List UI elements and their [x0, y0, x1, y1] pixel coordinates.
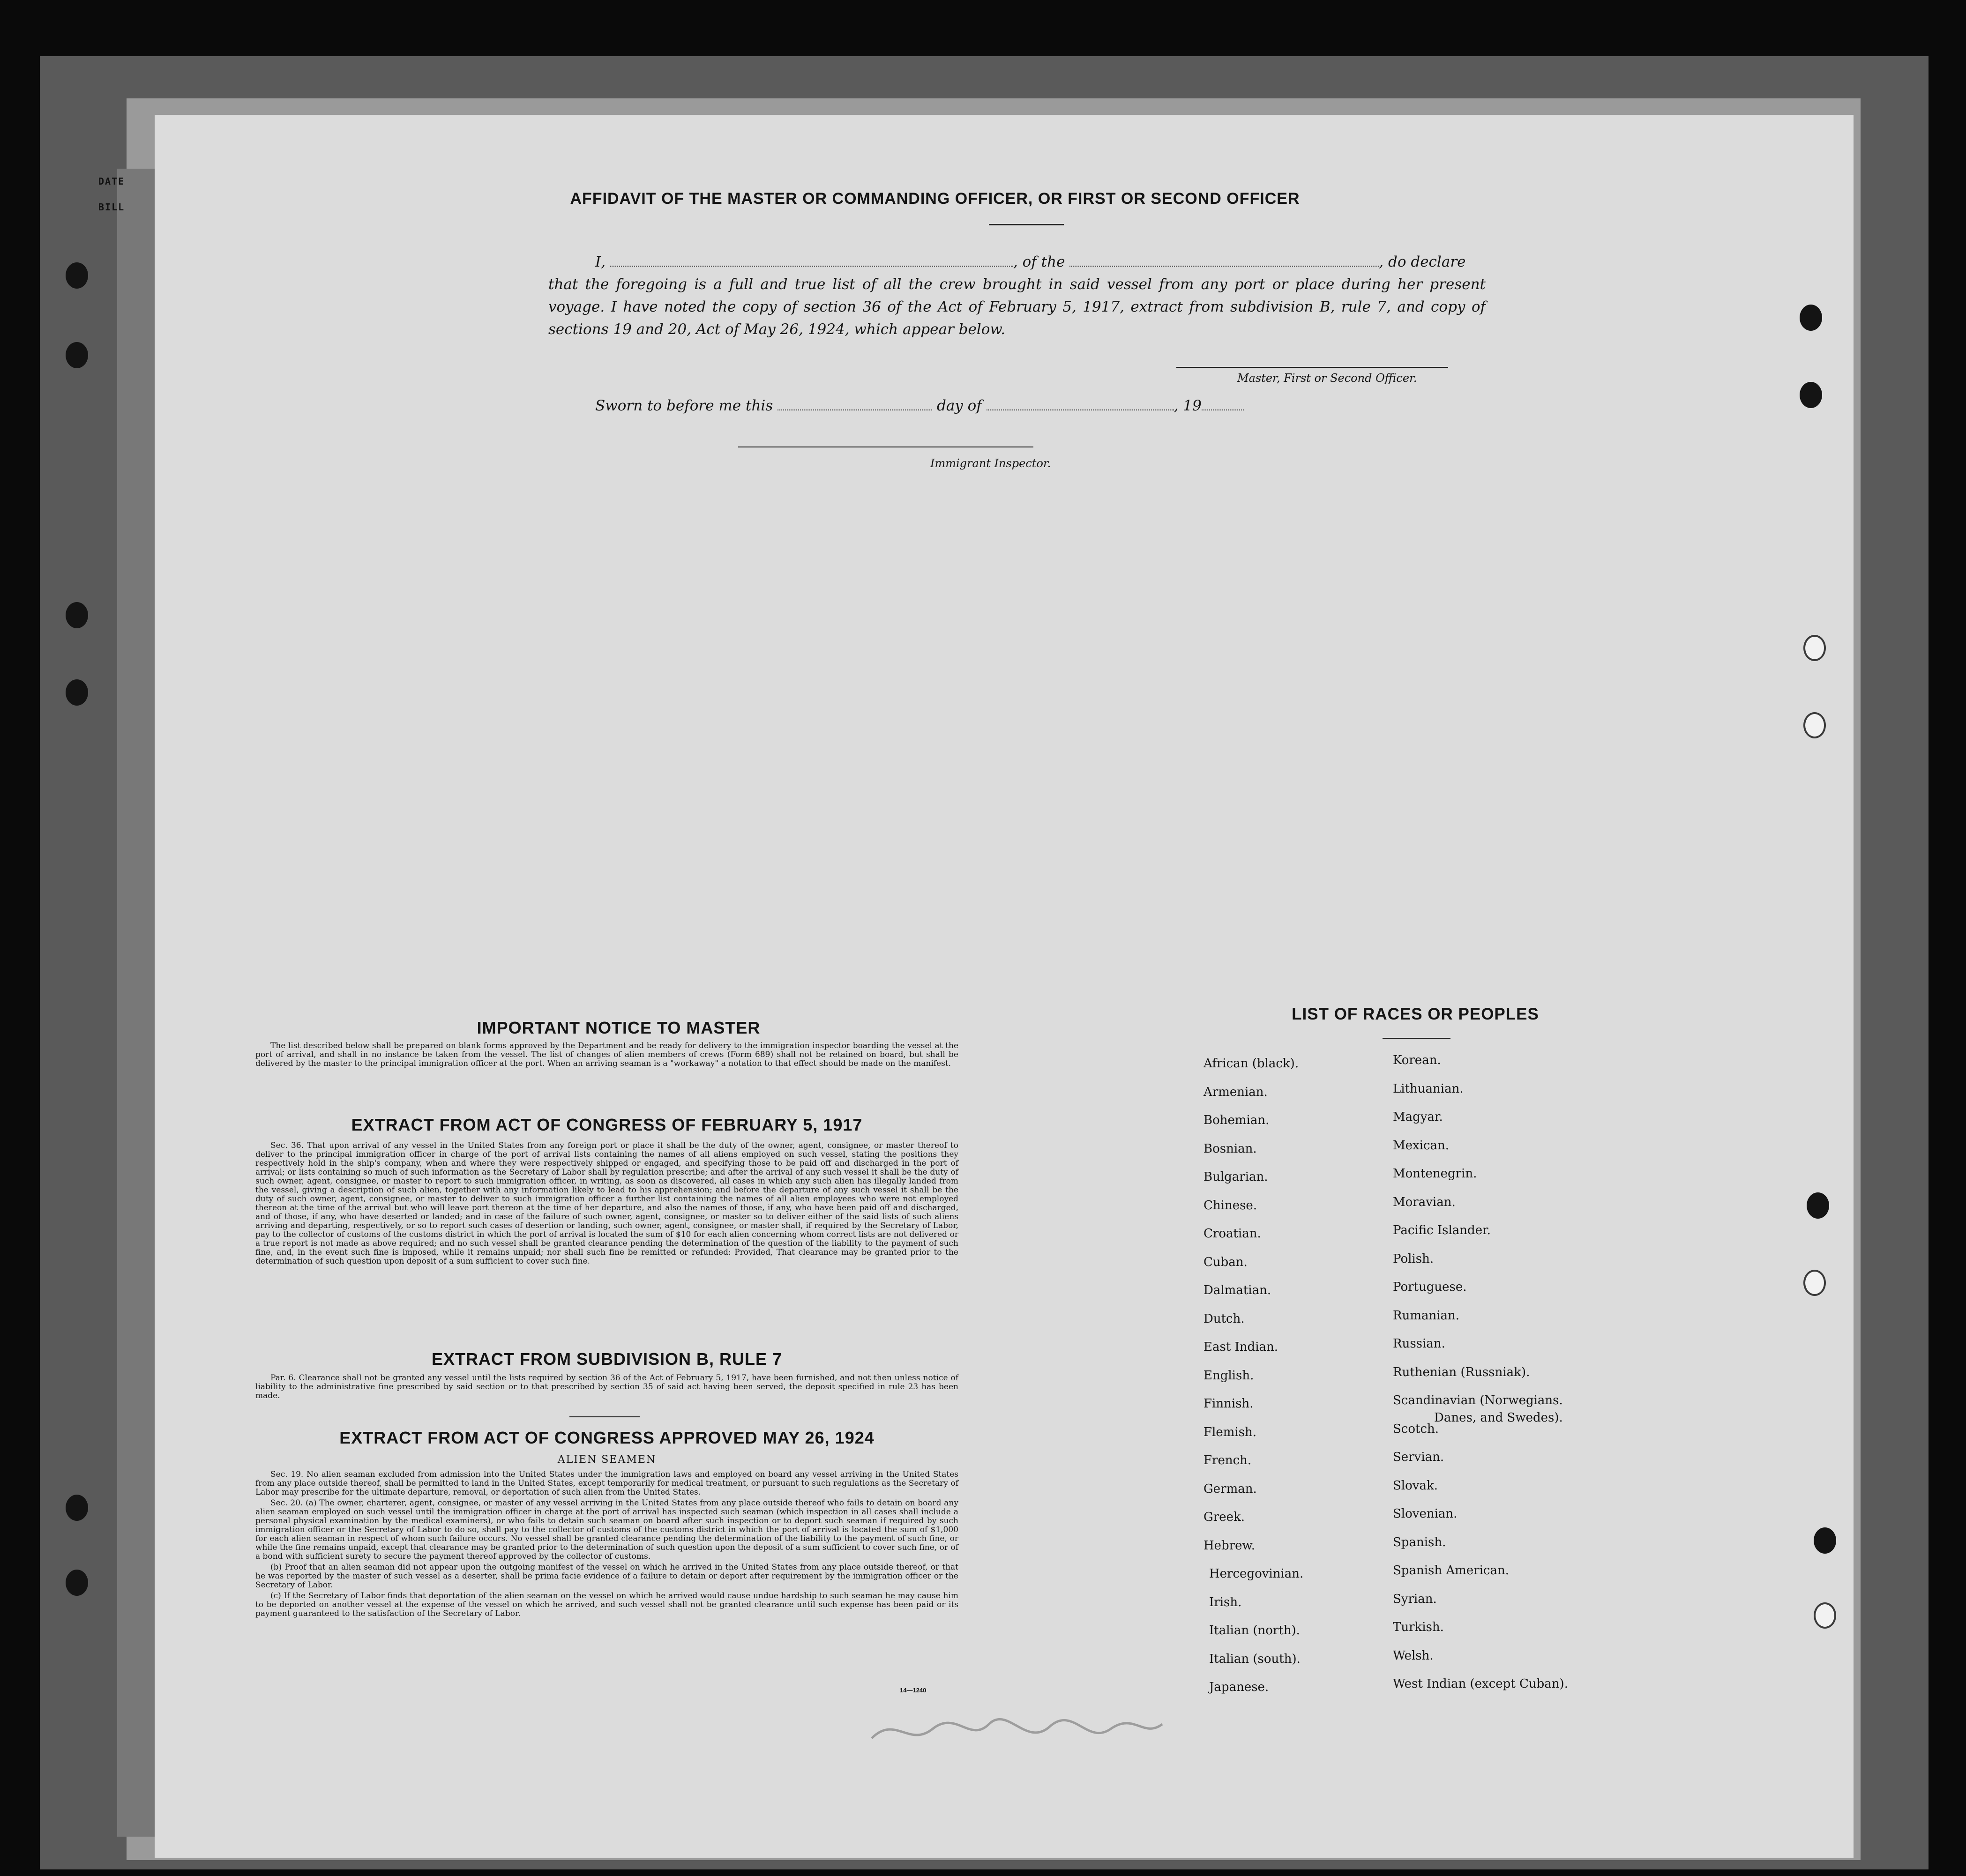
- race-item: Danes, and Swedes).: [1434, 1411, 1563, 1425]
- race-item: Mexican.: [1393, 1138, 1450, 1153]
- race-item: German.: [1204, 1481, 1257, 1496]
- notice-title: IMPORTANT NOTICE TO MASTER: [477, 1018, 761, 1037]
- binder-hole: [1807, 1192, 1829, 1219]
- extract-1924-title: EXTRACT FROM ACT OF CONGRESS APPROVED MAY 26, 1924: [339, 1428, 875, 1447]
- master-signature-line[interactable]: [1176, 367, 1448, 368]
- race-item: Italian (north).: [1209, 1623, 1300, 1638]
- affidavit-i: I,: [595, 253, 606, 270]
- races-title-rule: [1383, 1038, 1450, 1039]
- binder-hole: [1814, 1602, 1836, 1629]
- race-item: Japanese.: [1209, 1680, 1269, 1694]
- sworn-text: Sworn to before me this: [595, 397, 773, 414]
- race-item: Hebrew.: [1204, 1538, 1255, 1553]
- year-prefix-text: , 19: [1174, 397, 1202, 414]
- race-item: Montenegrin.: [1393, 1167, 1477, 1181]
- binder-hole: [1814, 1527, 1836, 1554]
- race-item: Korean.: [1393, 1053, 1441, 1067]
- race-item: French.: [1204, 1453, 1252, 1467]
- race-item: African (black).: [1204, 1057, 1299, 1071]
- section-20c-paragraph: (c) If the Secretary of Labor finds that deportation of the alien seaman on the vessel on which he arrived would cause undue hardship to such seaman he may cause him to be deported on another vessel at the expense of the vessel on which he arrived, and such vessel shall not be granted clearance until such expense has been paid or its payment guaranteed to the satisfaction of the Secretary of Labor.: [255, 1591, 958, 1618]
- race-item: Spanish American.: [1393, 1563, 1510, 1578]
- race-item: Slovenian.: [1393, 1507, 1458, 1521]
- race-item: Portuguese.: [1393, 1280, 1467, 1294]
- affidavit-of-the: , of the: [1013, 253, 1065, 270]
- binder-hole: [66, 679, 88, 706]
- section-19-paragraph: Sec. 19. No alien seaman excluded from admission into the United States under the immigration laws and employed on board any vessel arriving in the United States from any place outside thereof, shall be permitted to land in the United States, except temporarily for medical treatment, or pursuant to such regulations as the Secretary of Labor may prescribe for the ultimate departure, removal, or deportation of such alien from the United States.: [255, 1470, 958, 1497]
- affidavit-do-declare: , do declare: [1379, 253, 1466, 270]
- races-title: LIST OF RACES OR PEOPLES: [1292, 1005, 1539, 1023]
- race-item: Slovak.: [1393, 1478, 1438, 1493]
- affidavit-first-line: [548, 251, 1486, 273]
- section-rule: [569, 1416, 640, 1417]
- race-item: Scandinavian (Norwegians.: [1393, 1393, 1563, 1407]
- margin-label-bill: BILL: [98, 201, 125, 213]
- day-of-text: day of: [936, 397, 982, 414]
- race-item: Italian (south).: [1209, 1652, 1301, 1666]
- race-item: Welsh.: [1393, 1648, 1434, 1663]
- race-item: Rumanian.: [1393, 1308, 1460, 1323]
- affidavit-text: [548, 251, 1486, 341]
- affidavit-title: AFFIDAVIT OF THE MASTER OR COMMANDING OFFICER, OR FIRST OR SECOND OFFICER: [570, 190, 1300, 208]
- margin-label-date: DATE: [98, 176, 125, 187]
- handwritten-signature: [867, 1710, 1167, 1752]
- binding-edge: [117, 169, 157, 1837]
- race-item: Pacific Islander.: [1393, 1223, 1491, 1237]
- race-item: Servian.: [1393, 1450, 1444, 1464]
- binder-hole: [1803, 635, 1826, 661]
- vessel-name-blank[interactable]: [1069, 253, 1379, 267]
- race-item: East Indian.: [1204, 1340, 1278, 1354]
- binder-hole: [66, 262, 88, 289]
- binder-hole: [1800, 305, 1822, 331]
- race-item: Flemish.: [1204, 1425, 1257, 1439]
- race-item: Polish.: [1393, 1251, 1434, 1266]
- race-item: Chinese.: [1204, 1198, 1257, 1213]
- race-item: Spanish.: [1393, 1535, 1446, 1549]
- race-item: Lithuanian.: [1393, 1081, 1464, 1096]
- section-20b-paragraph: (b) Proof that an alien seaman did not appear upon the outgoing manifest of the vessel on which he arrived in the United States from any place outside thereof, or that he was reported by the master of such vessel as a deserter, shall be prima facie evidence of a failure to detain or deport after requirement by the immigration officer or the Secretary of Labor.: [255, 1563, 958, 1590]
- binder-hole: [1803, 1270, 1826, 1296]
- race-item: Bulgarian.: [1204, 1170, 1268, 1184]
- race-item: Turkish.: [1393, 1620, 1444, 1634]
- binder-hole: [1800, 382, 1822, 408]
- sworn-line: [595, 397, 1251, 414]
- notice-paragraph: The list described below shall be prepared on blank forms approved by the Department and be ready for delivery to the immigration inspector boarding the vessel at the port of arrival, and shall in no instance be taken from the vessel. The list of changes of alien members of crews (Form 689) shall not be retained on board, but shall be delivered by the master to the principal immigration officer at the port. When an arriving seaman is a "workaway" a notation to that effect should be made on the manifest.: [255, 1041, 958, 1068]
- binder-hole: [66, 342, 88, 368]
- race-item: Irish.: [1209, 1595, 1242, 1609]
- extract-1924-text: [255, 1470, 958, 1620]
- sworn-year-blank[interactable]: [1202, 397, 1244, 410]
- sworn-day-blank[interactable]: [777, 397, 932, 410]
- race-item: Bohemian.: [1204, 1113, 1270, 1127]
- race-item: Bosnian.: [1204, 1141, 1257, 1156]
- rule7-paragraph: Par. 6. Clearance shall not be granted any vessel until the lists required by section 36 of the Act of February 5, 1917, have been furnished, and not then unless notice of liability to the administrative fine prescribed by said section or to that prescribed by section 35 of said act having been served, the deposit specified in rule 23 has been made.: [255, 1373, 958, 1400]
- race-item: Russian.: [1393, 1337, 1445, 1351]
- race-item: Dutch.: [1204, 1311, 1245, 1326]
- race-item: Syrian.: [1393, 1592, 1437, 1606]
- sworn-month-blank[interactable]: [987, 397, 1174, 410]
- section-20a-paragraph: Sec. 20. (a) The owner, charterer, agent, consignee, or master of any vessel arriving in the United States from any place outside thereof who fails to detain on board any alien seaman employed on such vessel until the immigration officer in charge at the port of arrival has inspected such seaman (which inspection in all cases shall include a personal physical examination by the medical examiners), or who fails to detain such seaman on board after such inspection or to deport such seaman if required by such immigration officer or the Secretary of Labor to do so, shall pay to the collector of customs of the customs district in which the port of arrival is located the sum of $1,000 for each alien seaman in respect of whom such failure occurs. No vessel shall be granted clearance pending the determination of the liability to the payment of such fine, or while the fine remains unpaid, except that clearance may be granted prior to the determination of such question upon the deposit of a sum sufficient to cover such fine, or of a bond with sufficient surety to secure the payment thereof approved by the collector of customs.: [255, 1498, 958, 1561]
- extract-1917-text: [255, 1141, 958, 1268]
- extract-1917-title: EXTRACT FROM ACT OF CONGRESS OF FEBRUARY 5, 1917: [351, 1115, 863, 1134]
- race-item: Magyar.: [1393, 1110, 1443, 1124]
- race-item: West Indian (except Cuban).: [1393, 1677, 1568, 1691]
- section-36-paragraph: Sec. 36. That upon arrival of any vessel in the United States from any foreign port or place it shall be the duty of the owner, agent, consignee, or master thereof to deliver to the principal immigration officer in charge of the port of arrival lists containing the names of all aliens employed on such vessel, stating the positions they respectively hold in the ship's company, when and where they were respectively shipped or engaged, and specifying those to be paid off and discharged in the port of arrival; or lists containing so much of such information as the Secretary of Labor shall by regulation prescribe; and after the arrival of any such vessel it shall be the duty of such owner, agent, consignee, or master to report to such immigration officer, in writing, as soon as discovered, all cases in which any such alien has illegally landed from the vessel, giving a description of such alien, together with any information likely to lead to his apprehension; and before the departure of any such vessel it shall be the duty of such owner, agent, consignee, or master to deliver to such immigration officer a further list containing the names of all alien employees who were not employed thereon at the time of the arrival but who will leave port thereon at the time of her departure, and also the names of those, if any, who have been paid off and discharged, and of those, if any, who have deserted or landed; and in case of the failure of such owner, agent, consignee, or master so to deliver either of the said lists of such aliens arriving and departing, respectively, or so to report such cases of desertion or landing, such owner, agent, consignee, or master shall, if required by the Secretary of Labor, pay to the collector of customs of the customs district in which the port of arrival is located the sum of $10 for each alien concerning whom correct lists are not delivered or a true report is not made as above required; and no such vessel shall be granted clearance pending the determination of the question of the liability to the payment of such fine, and, in the event such fine is imposed, while it remains unpaid; nor shall such fine be remitted or refunded: Provided, That clearance may be granted prior to the determination of such question upon deposit of a sum sufficient to cover such fine.: [255, 1141, 958, 1266]
- master-name-blank[interactable]: [610, 253, 1013, 267]
- race-item: Cuban.: [1204, 1255, 1248, 1269]
- form-code: 14—1240: [900, 1687, 927, 1694]
- affidavit-declaration: that the foregoing is a full and true list of all the crew brought in said vessel from any port or place during her present voyage. I have noted the copy of section 36 of the Act of February 5, 1917, extract from subdivision B, rule 7, and copy of sections 19 and 20, Act of May 26, 1924, which appear below.: [548, 276, 1486, 338]
- race-item: English.: [1204, 1368, 1254, 1383]
- race-item: Ruthenian (Russniak).: [1393, 1365, 1530, 1379]
- race-item: Armenian.: [1204, 1085, 1268, 1099]
- inspector-signature-label: Immigrant Inspector.: [930, 457, 1051, 470]
- binder-hole: [1803, 712, 1826, 738]
- rule7-text: [255, 1374, 958, 1402]
- race-item: Moravian.: [1393, 1195, 1456, 1209]
- race-item: Greek.: [1204, 1510, 1245, 1524]
- race-item: Croatian.: [1204, 1227, 1261, 1241]
- race-item: Finnish.: [1204, 1397, 1254, 1411]
- title-rule: [989, 224, 1064, 225]
- race-item: Scotch.: [1393, 1422, 1439, 1436]
- alien-seamen-subtitle: ALIEN SEAMEN: [557, 1454, 657, 1466]
- binder-hole: [66, 602, 88, 628]
- race-item: Dalmatian.: [1204, 1283, 1271, 1297]
- rule7-title: EXTRACT FROM SUBDIVISION B, RULE 7: [431, 1349, 783, 1369]
- master-signature-label: Master, First or Second Officer.: [1237, 372, 1417, 385]
- binder-hole: [66, 1570, 88, 1596]
- race-item: Hercegovinian.: [1209, 1567, 1304, 1581]
- binder-hole: [66, 1495, 88, 1521]
- notice-text: [255, 1042, 958, 1070]
